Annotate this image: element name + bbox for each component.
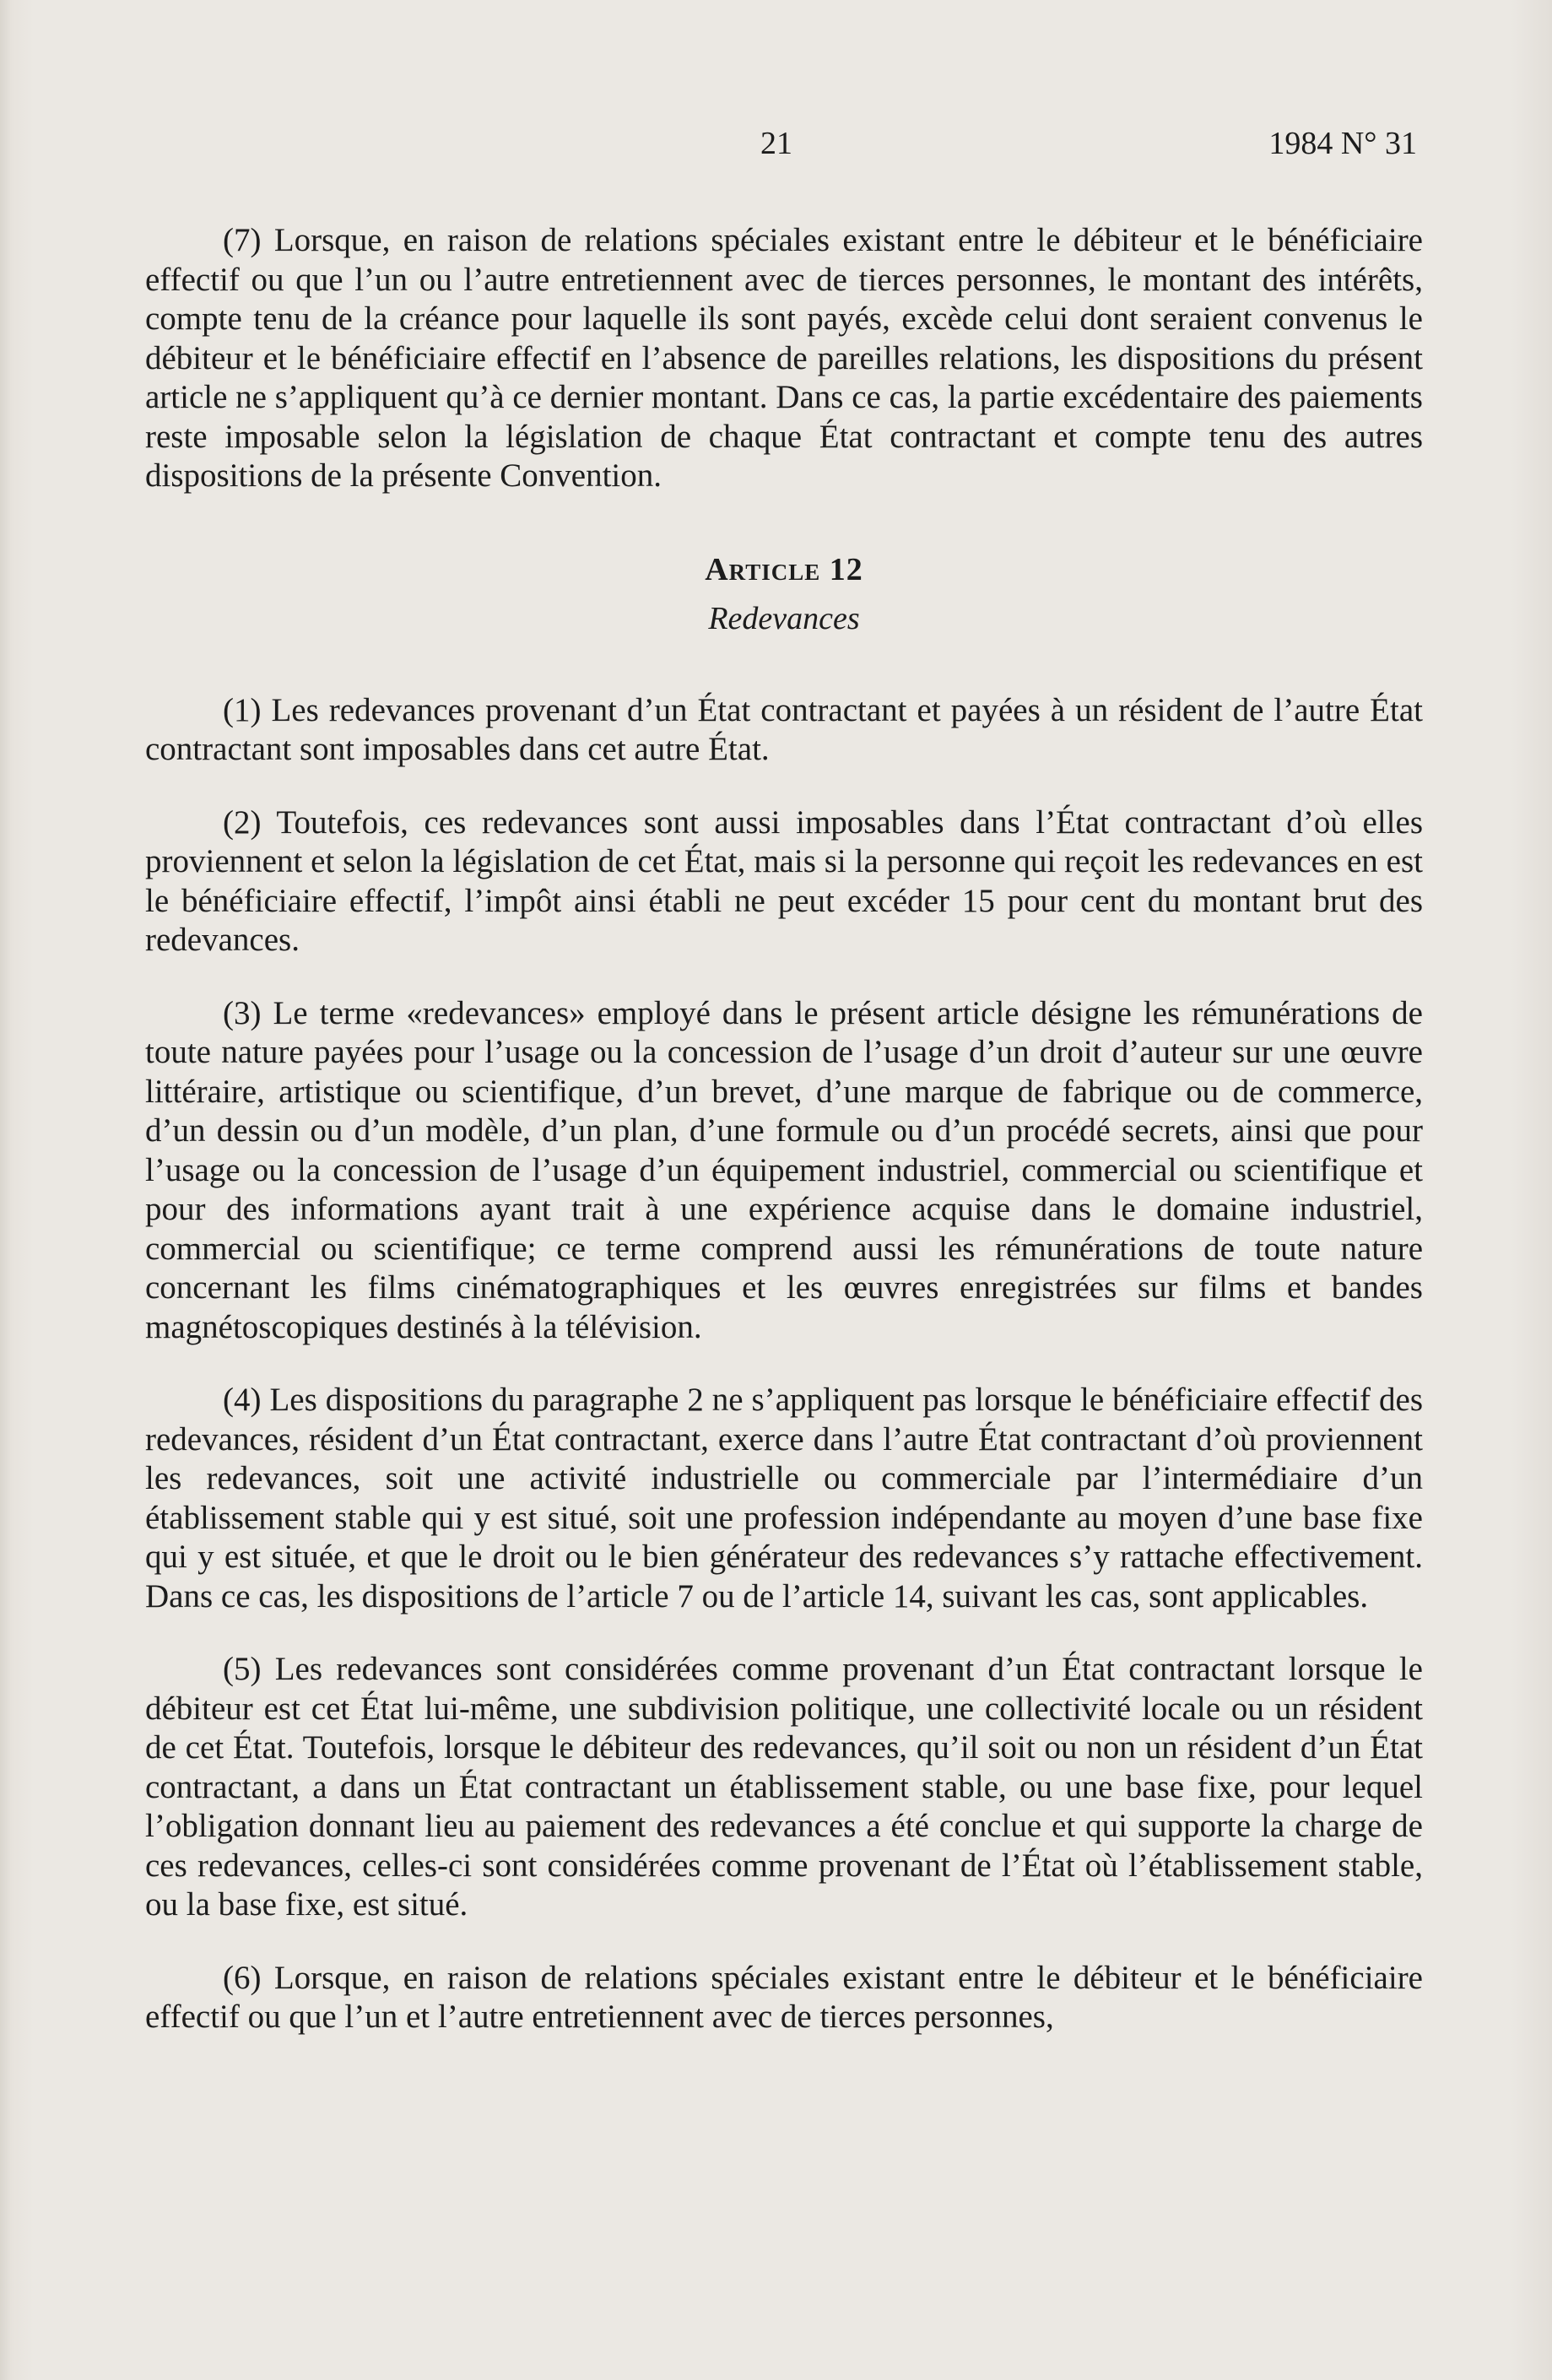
paragraph-royalties-4: (4) Les dispositions du paragraphe 2 ne s’appliquent pas lorsque le bénéficiaire effectif des redevances, résident d’un État contractant, exerce dans l’autre État contractant d’où proviennent les redevances, soit une activité industrielle ou commerciale par l’intermédiaire d’un établissement stable qui y est situé, soit une profession indépendante au moyen d’une base fixe qui y est située, et que le droit ou le bien générateur des redevances s’y rattache effectivement. Dans ce cas, les dispositions de l’article 7 ou de l’article 14, suivant les cas, sont applicables. [145, 1382, 1423, 1615]
article-heading-text: Article 12 [705, 551, 863, 587]
paragraph-royalties-2: (2) Toutefois, ces redevances sont aussi imposables dans l’État contractant d’où elles proviennent et selon la législation de cet État, mais si la personne qui reçoit les redevances en est le bénéficiaire effectif, l’impôt ainsi établi ne peut excéder 15 pour cent du montant brut des redevances. [145, 803, 1423, 958]
page-header [0, 125, 1552, 167]
article-heading [145, 550, 1423, 590]
page-number: 21 [760, 126, 792, 161]
page-body [145, 221, 1423, 2037]
paragraph-royalties-1: (1) Les redevances provenant d’un État contractant et payées à un résident de l’autre État contractant sont imposables dans cet autre État. [145, 691, 1423, 767]
paragraph-interest-7: (7) Lorsque, en raison de relations spéciales existant entre le débiteur et le bénéficiaire effectif ou que l’un ou l’autre entretiennent avec de tierces personnes, le montant des intérêts, compte tenu de la créance pour laquelle ils sont payés, excède celui dont seraient convenus le débiteur et le bénéficiaire effectif en l’absence de pareilles relations, les dispositions du présent article ne s’appliquent qu’à ce dernier montant. Dans ce cas, la partie excédentaire des paiements reste imposable selon la législation de chaque État contractant et compte tenu des autres dispositions de la présente Convention. [145, 222, 1423, 494]
paragraph-royalties-6: (6) Lorsque, en raison de relations spéciales existant entre le débiteur et le bénéficiaire effectif ou que l’un et l’autre entretiennent avec de tierces personnes, [145, 1959, 1423, 2035]
paragraph-royalties-5: (5) Les redevances sont considérées comme provenant d’un État contractant lorsque le débiteur est cet État lui-même, une subdivision politique, une collectivité locale ou un résident de cet État. Toutefois, lorsque le débiteur des redevances, qu’il soit ou non un résident d’un État contractant, a dans un État contractant un établissement stable, ou une base fixe, pour lequel l’obligation donnant lieu au paiement des redevances a été conclue et qui supporte la charge de ces redevances, celles-ci sont considérées comme provenant de l’État où l’établissement stable, ou la base fixe, est situé. [145, 1651, 1423, 1923]
paragraph-royalties-3: (3) Le terme «redevances» employé dans le présent article désigne les rémunérations de toute nature payées pour l’usage ou la concession de l’usage d’un droit d’auteur sur une œuvre littéraire, artistique ou scientifique, d’un brevet, d’une marque de fabrique ou de commerce, d’un dessin ou d’un modèle, d’un plan, d’une formule ou d’un procédé secrets, ainsi que pour l’usage ou la concession de l’usage d’un équipement industriel, commercial ou scientifique et pour des informations ayant trait à une expérience acquise dans le domaine industriel, commercial ou scientifique; ce terme comprend aussi les rémunérations de toute nature concernant les films cinématographiques et les œuvres enregistrées sur films et bandes magnétoscopiques destinés à la télévision. [145, 994, 1423, 1345]
gazette-year-number: 1984 N° 31 [1268, 126, 1417, 161]
article-subtitle: Redevances [708, 601, 860, 636]
